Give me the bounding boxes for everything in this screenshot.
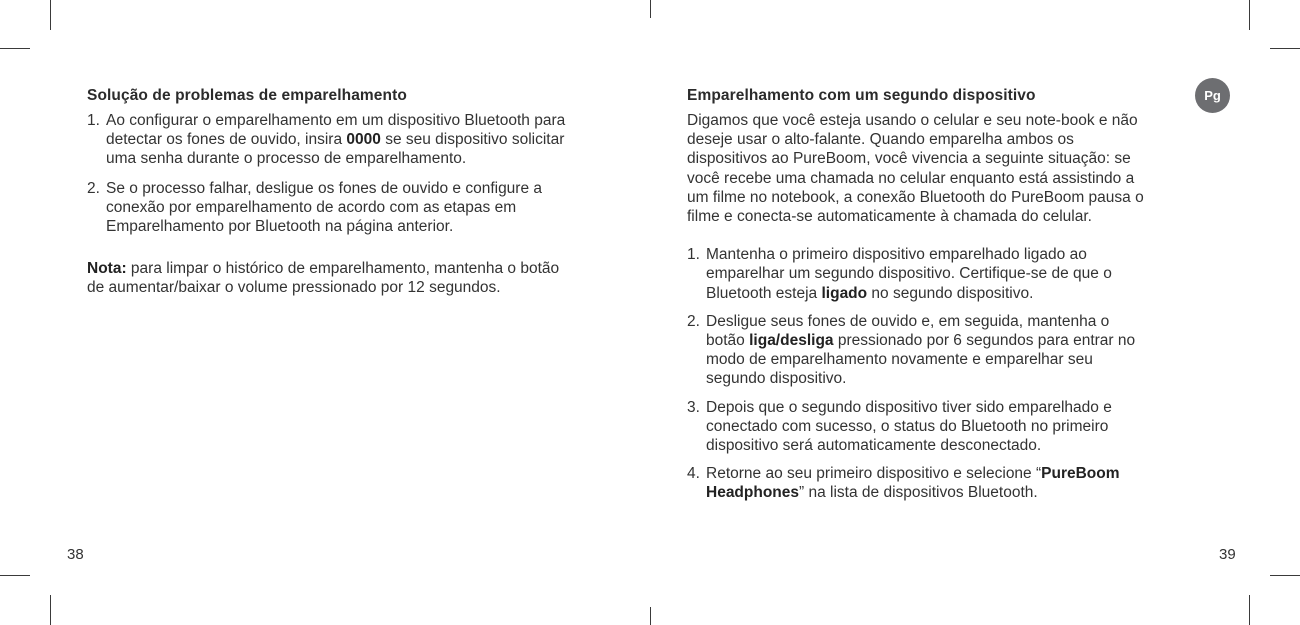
note-text: para limpar o histórico de emparelhamento, mantenha o botão de aumentar/baixar o volume pressionado por 12 segundos. [87, 260, 560, 297]
left-page [87, 86, 567, 298]
crop-mark [1249, 0, 1250, 30]
step-text: pressionado por 6 segundos para entrar no modo de emparelhamento novamente e emparelhar seu segundo dispositivo. [706, 332, 1136, 388]
crop-mark [50, 595, 51, 625]
left-step-2 [87, 179, 567, 237]
step-text: Mantenha o primeiro dispositivo emparelhado ligado ao emparelhar um segundo dispositivo. Certifique-se de que o Bluetooth esteja [706, 246, 1112, 302]
step-text: ” na lista de dispositivos Bluetooth. [799, 484, 1038, 502]
crop-mark [650, 607, 651, 625]
crop-mark [1270, 48, 1300, 49]
crop-mark [0, 48, 30, 49]
language-badge: Pg [1195, 78, 1230, 113]
step-number: 1. [87, 112, 100, 129]
right-page [687, 86, 1147, 512]
step-text: Retorne ao seu primeiro dispositivo e selecione “ [706, 465, 1042, 483]
left-heading: Solução de problemas de emparelhamento [87, 87, 407, 104]
crop-mark [50, 0, 51, 30]
crop-mark [1249, 595, 1250, 625]
right-heading: Emparelhamento com um segundo dispositivo [687, 87, 1036, 104]
step-text: Ao configurar o emparelhamento em um dispositivo Bluetooth para detectar os fones de ouvido, insira [106, 112, 566, 149]
note-label: Nota: [87, 260, 127, 278]
page-number-left: 38 [67, 546, 84, 563]
crop-mark [1270, 575, 1300, 576]
step-number: 1. [687, 246, 700, 264]
right-step-3 [687, 398, 1147, 456]
step-text: Depois que o segundo dispositivo tiver sido emparelhado e conectado com sucesso, o status do Bluetooth no primeiro dispositivo será automaticamente desconectado. [706, 398, 1112, 455]
step-number: 2. [687, 312, 700, 330]
left-steps [87, 111, 567, 236]
right-step-1 [687, 245, 1147, 303]
crop-mark [0, 575, 30, 576]
right-step-2 [687, 312, 1147, 389]
crop-mark [650, 0, 651, 18]
page-number-right: 39 [1219, 546, 1236, 563]
step-text: Desligue seus fones de ouvido e, em seguida, mantenha o botão [706, 312, 1110, 350]
intro-paragraph: Digamos que você esteja usando o celular e seu note-book e não deseje usar o alto-falante. Quando emparelha ambos os dispositivos ao PureBoom, você vivencia a seguinte situação: se você recebe uma chamada no celular enquanto está assistindo a um filme no notebook, a conexão Bluetooth do PureBoom pausa o filme e conecta-se automaticamente à chamada do celular. [687, 112, 1144, 226]
step-number: 4. [687, 465, 700, 483]
right-step-4 [687, 464, 1147, 502]
step-text: no segundo dispositivo. [867, 284, 1034, 302]
step-text-bold: ligado [821, 284, 868, 302]
step-number: 3. [687, 398, 700, 416]
left-step-1 [87, 111, 567, 169]
step-text-bold: PureBoom Headphones [706, 465, 1120, 502]
right-steps [687, 245, 1147, 502]
step-text-bold: liga/desliga [749, 332, 834, 350]
note-paragraph [87, 259, 567, 297]
step-number: 2. [87, 179, 100, 197]
step-text-bold: 0000 [346, 131, 381, 149]
step-text: Se o processo falhar, desligue os fones de ouvido e configure a conexão por emparelhamento de acordo com as etapas em Emparelhamento por Bluetooth na página anterior. [106, 179, 543, 236]
step-text: se seu dispositivo solicitar uma senha durante o processo de emparelhamento. [106, 131, 565, 168]
